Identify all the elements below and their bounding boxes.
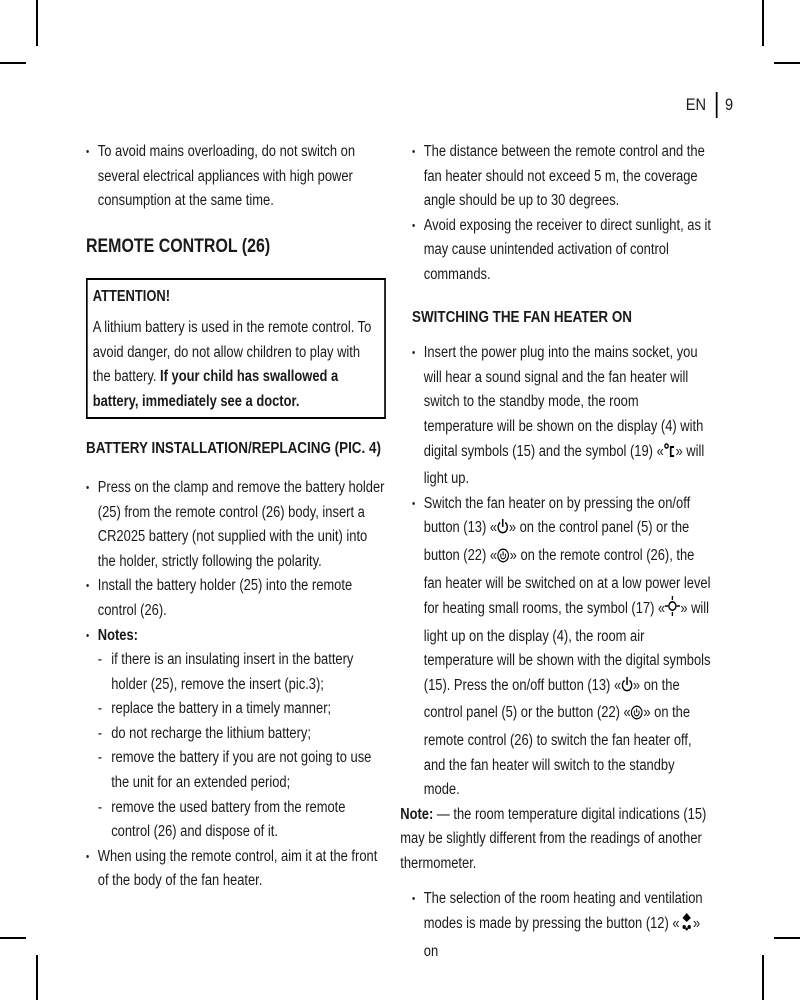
crop-mark xyxy=(774,937,800,939)
switch-on-bullet: • Switch the fan heater on by pressing the on/off button (13) « » on the control panel (5) or the button (22) « » on the remote control (26), the fan heater will be switched on at a low power level for heating small rooms, the symbol (17) « » will light up on the display (4), the room air temperature will be shown with the digital symbols (15). Press the on/off button (13) « » on the control panel (5) or the button (22) « » on the remote control (26) to switch the fan heater off, and the fan heater will switch to the standby mode. xyxy=(412,492,712,803)
remote-power-icon xyxy=(497,547,510,572)
page-number: 9 xyxy=(724,95,733,114)
crop-mark xyxy=(0,937,26,939)
attention-bold-warning: If your child has swallowed a battery, immediately see a doctor. xyxy=(92,368,339,410)
remote-control-heading: REMOTE CONTROL (26) xyxy=(86,235,271,257)
attention-text: A lithium battery is used in the remote control. To avoid danger, do not allow children to play with the battery. If your child has swallowed a battery, immediately see a doctor. xyxy=(92,318,372,410)
battery-bullet-install: • Install the battery holder (25) into the remote control (26). xyxy=(86,574,386,623)
right-column xyxy=(400,140,712,964)
crop-mark xyxy=(774,62,800,64)
mode-selection-bullet: • The selection of the room heating and ventilation modes is made by pressing the button (12) « » on xyxy=(412,887,712,965)
notes-label: • Notes: xyxy=(86,624,386,649)
note-item: - remove the battery if you are not going to use the unit for an extended period; xyxy=(86,746,386,795)
crop-mark xyxy=(762,0,764,46)
note-item: - remove the used battery from the remote control (26) and dispose of it. xyxy=(86,796,386,845)
fan-mode-icon xyxy=(680,911,693,940)
battery-bullet-remove: • Press on the clamp and remove the battery holder (25) from the remote control (26) body, insert a CR2025 battery (not supplied with the unit) into the holder, strictly following the polarity. xyxy=(86,476,386,574)
note-label: Note: xyxy=(400,805,434,823)
note-paragraph: Note: — the room temperature digital indications (15) may be slightly different from the readings of another thermometer. xyxy=(400,805,707,873)
note-item: - replace the battery in a timely manner; xyxy=(86,697,386,722)
remote-power-icon xyxy=(631,704,644,729)
header-divider xyxy=(715,92,717,118)
crop-mark xyxy=(0,62,26,64)
overload-bullet: • To avoid mains overloading, do not switch on several electrical appliances with high power consumption at the same time. xyxy=(86,140,386,214)
insert-plug-bullet: • Insert the power plug into the mains socket, you will hear a sound signal and the fan heater will switch to the standby mode, the room temperature will be shown on the display (4) with digital symbols (15) and the symbol (19) « » will light up. xyxy=(412,341,712,492)
switching-heading: SWITCHING THE FAN HEATER ON xyxy=(412,308,633,326)
note-item: - if there is an insulating insert in the battery holder (25), remove the insert (pic.3); xyxy=(86,648,386,697)
sun-heating-icon xyxy=(665,596,680,625)
thermometer-symbol-icon xyxy=(664,443,676,468)
sunlight-bullet: • Avoid exposing the receiver to direct sunlight, as it may cause unintended activation of control commands. xyxy=(412,214,712,288)
language-code: EN xyxy=(685,95,706,114)
crop-mark xyxy=(36,955,38,1000)
distance-bullet: • The distance between the remote control and the fan heater should not exceed 5 m, the coverage angle should be up to 30 degrees. xyxy=(412,140,712,214)
battery-heading: BATTERY INSTALLATION/REPLACING (PIC. 4) xyxy=(86,440,381,458)
aim-bullet: • When using the remote control, aim it at the front of the body of the fan heater. xyxy=(86,845,386,894)
page-header xyxy=(686,92,733,118)
power-icon xyxy=(621,676,633,702)
left-column xyxy=(86,140,386,894)
crop-mark xyxy=(36,0,38,46)
attention-title: ATTENTION! xyxy=(92,288,171,306)
note-item: - do not recharge the lithium battery; xyxy=(86,722,386,747)
attention-box xyxy=(86,278,386,419)
crop-mark xyxy=(762,955,764,1000)
power-icon xyxy=(497,518,509,544)
